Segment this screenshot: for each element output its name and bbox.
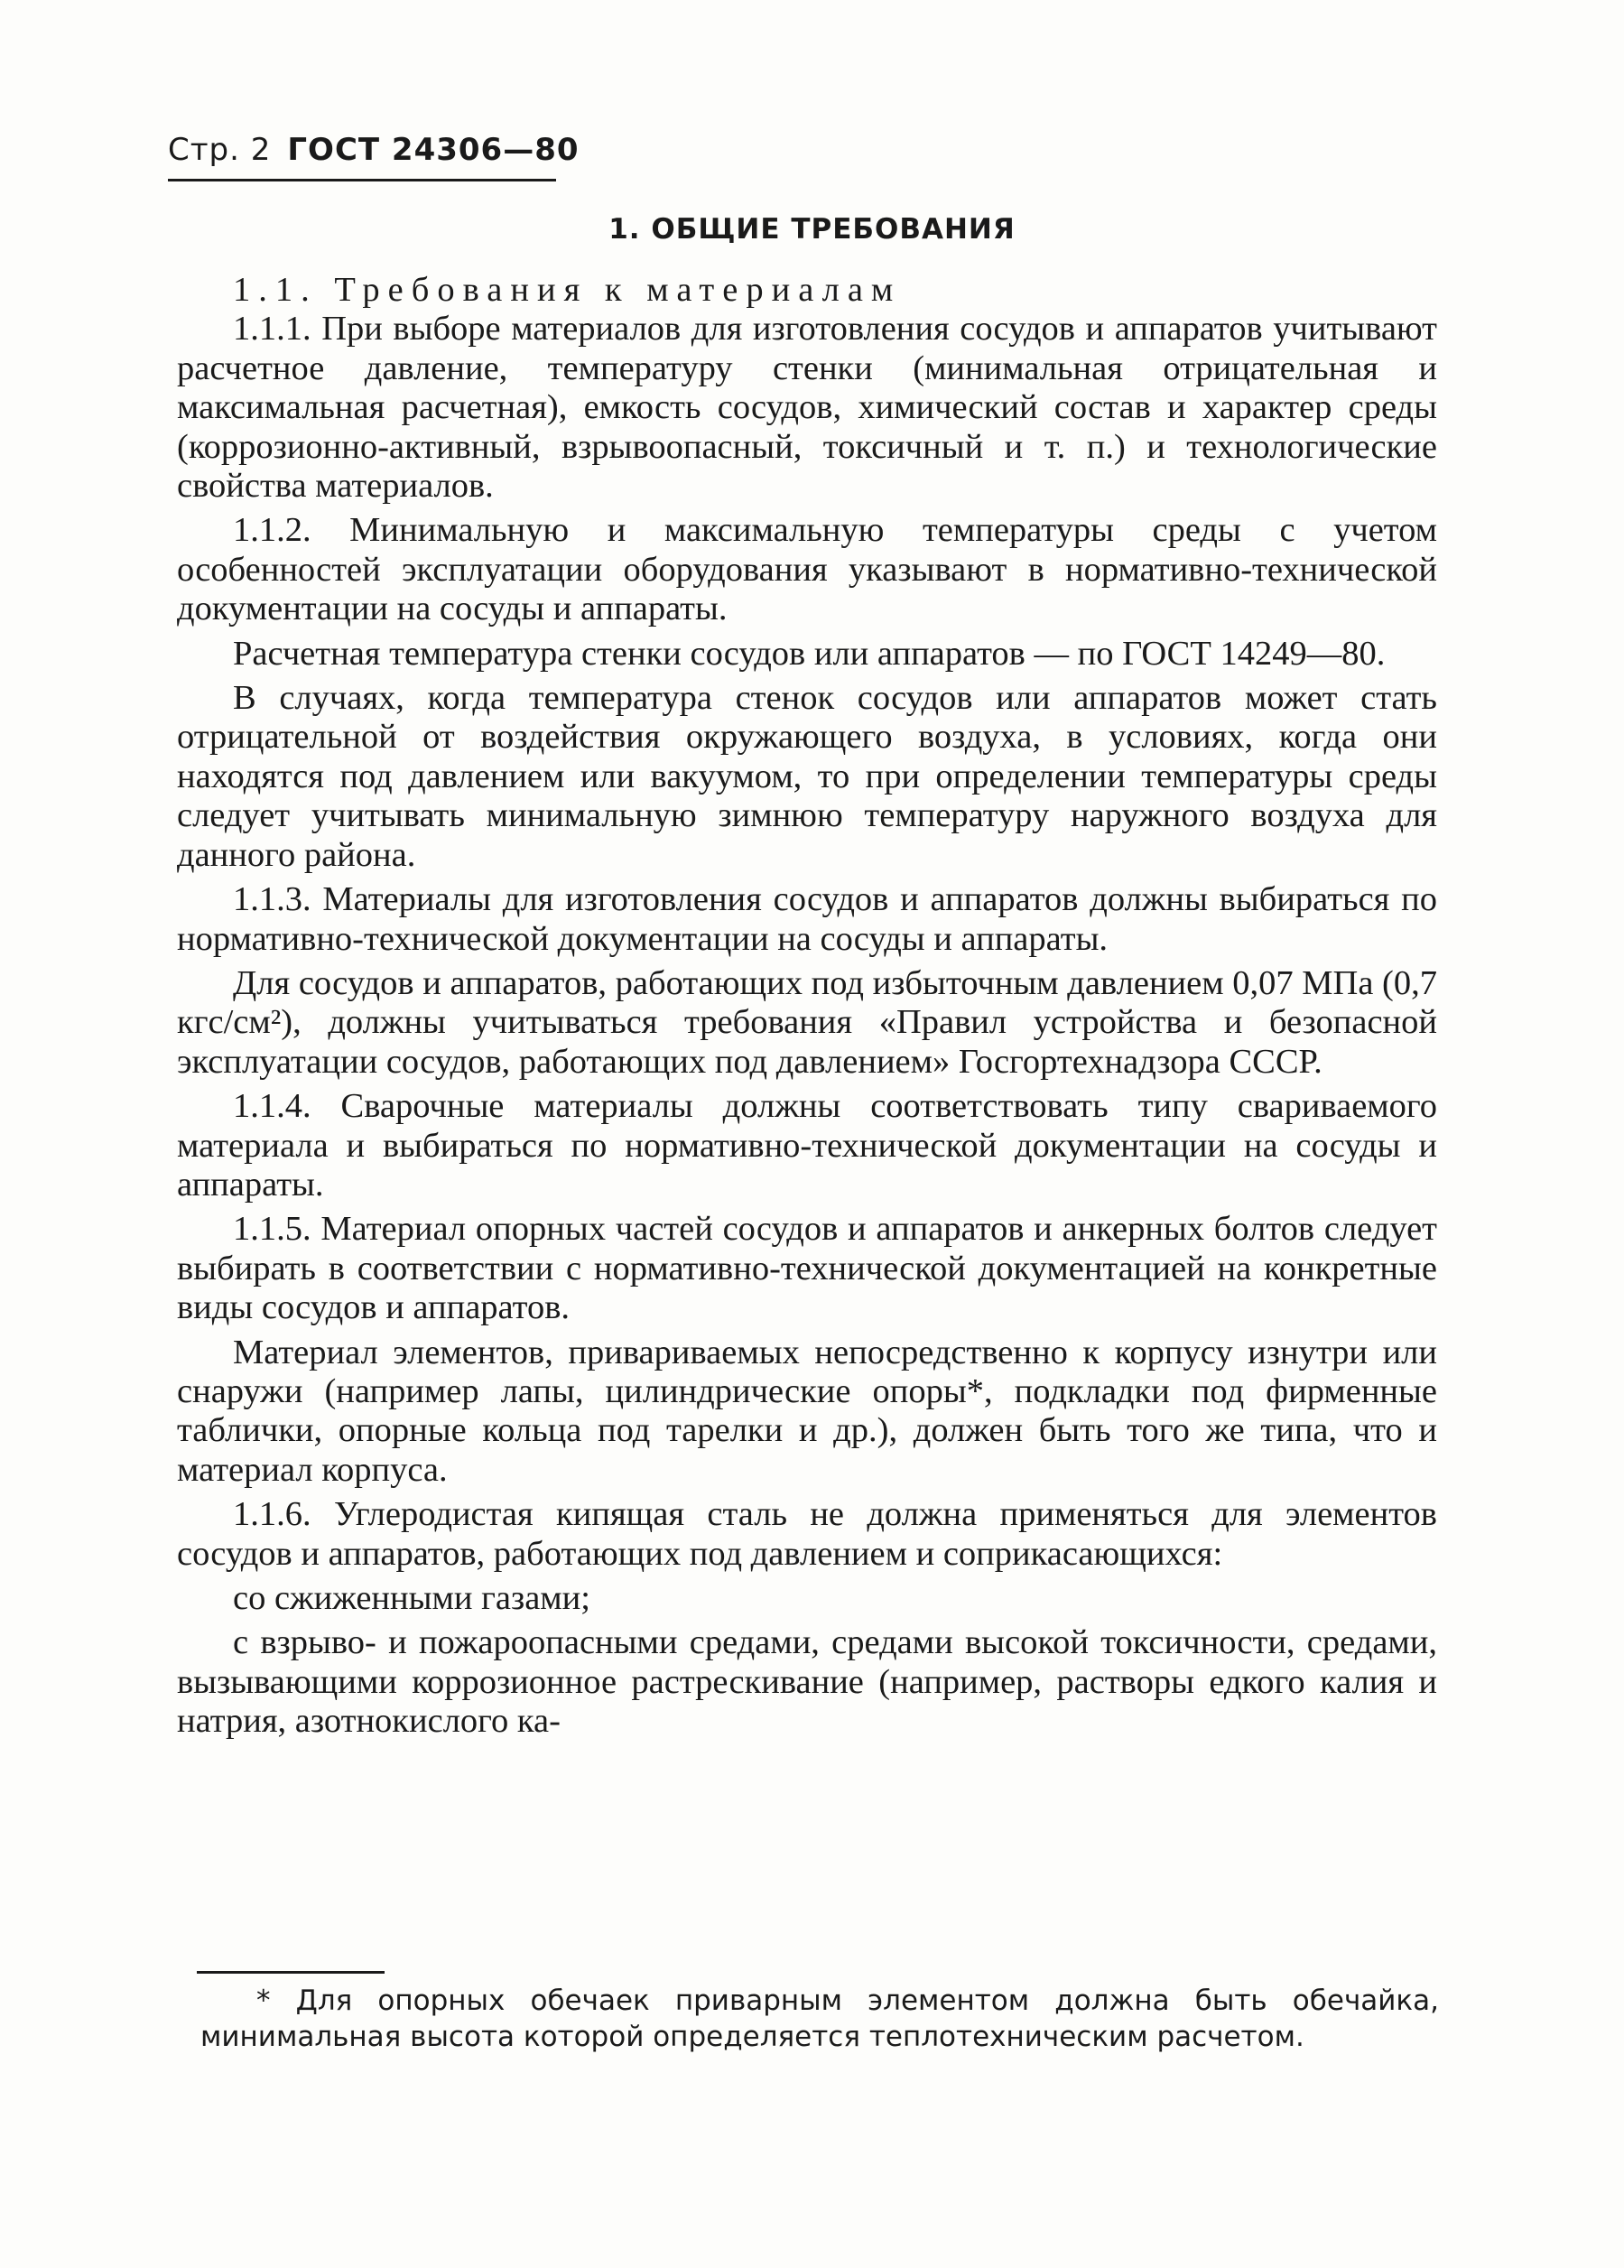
paragraph-1-1-2: 1.1.2. Минимальную и максимальную температуры среды с учетом особенностей эксплуатации оборудования указывают в нормативно-технической документации на сосуды и аппараты. — [177, 511, 1437, 628]
running-header — [168, 130, 580, 170]
paragraph-pressure-rules: Для сосудов и аппаратов, работающих под избыточным давлением 0,07 МПа (0,7 кгс/см²), должны учитываться требования «Правил устройства и безопасной эксплуатации сосудов, работающих под давлением» Госгортехнадзора СССР. — [177, 963, 1437, 1081]
paragraph-design-temperature: Расчетная температура стенки сосудов или аппаратов — по ГОСТ 14249—80. — [233, 634, 1386, 673]
paragraph-1-1-6: 1.1.6. Углеродистая кипящая сталь не должна применяться для элементов сосудов и аппаратов, работающих под давлением и соприкасающихся: — [177, 1495, 1437, 1573]
list-item-hazardous-media: с взрыво- и пожароопасными средами, средами высокой токсичности, средами, вызывающими коррозионное растрескивание (например, растворы едкого калия и натрия, азотнокислого ка- — [177, 1623, 1437, 1741]
paragraph-1-1-1: 1.1.1. При выборе материалов для изготовления сосудов и аппаратов учитывают расчетное давление, температуру стенки (минимальная отрицательная и максимальная расчетная), емкость сосудов, химический состав и характер среды (коррозионно-активный, взрывоопасный, токсичный и т. п.) и технологические свойства материалов. — [177, 310, 1437, 506]
section-title: 1. ОБЩИЕ ТРЕБОВАНИЯ — [608, 213, 1016, 246]
body-text — [177, 271, 1437, 1742]
list-item-liquefied-gases: со сжиженными газами; — [233, 1579, 590, 1617]
footnote: * Для опорных обечаек приварным элементом должна быть обечайка, минимальная высота которой определяется теплотехническим расчетом. — [200, 1984, 1439, 2053]
page-number: Стр. 2 — [168, 132, 272, 168]
header-rule — [168, 179, 556, 181]
standard-designation: ГОСТ 24306—80 — [287, 132, 580, 168]
paragraph-1-1-5: 1.1.5. Материал опорных частей сосудов и аппаратов и анкерных болтов следует выбирать в соответствии с нормативно-технической документацией на конкретные виды сосудов и аппаратов. — [177, 1210, 1437, 1327]
paragraph-1-1-3: 1.1.3. Материалы для изготовления сосудов и аппаратов должны выбираться по нормативно-технической документации на сосуды и аппараты. — [177, 880, 1437, 958]
footnote-rule — [197, 1971, 385, 1974]
paragraph-negative-temperature: В случаях, когда температура стенок сосудов или аппаратов может стать отрицательной от воздействия окружающего воздуха, в условиях, когда они находятся под давлением или вакуумом, то при определении температуры среды следует учитывать минимальную зимнюю температуру наружного воздуха для данного района. — [177, 679, 1437, 874]
paragraph-1-1-4: 1.1.4. Сварочные материалы должны соответствовать типу свариваемого материала и выбираться по нормативно-технической документации на сосуды и аппараты. — [177, 1087, 1437, 1204]
paragraph-welded-elements: Материал элементов, привариваемых непосредственно к корпусу изнутри или снаружи (например лапы, цилиндрические опоры*, подкладки под фирменные таблички, опорные кольца под тарелки и др.), должен быть того же типа, что и материал корпуса. — [177, 1333, 1437, 1489]
subsection-heading: 1.1. Требования к материалам — [233, 271, 902, 309]
